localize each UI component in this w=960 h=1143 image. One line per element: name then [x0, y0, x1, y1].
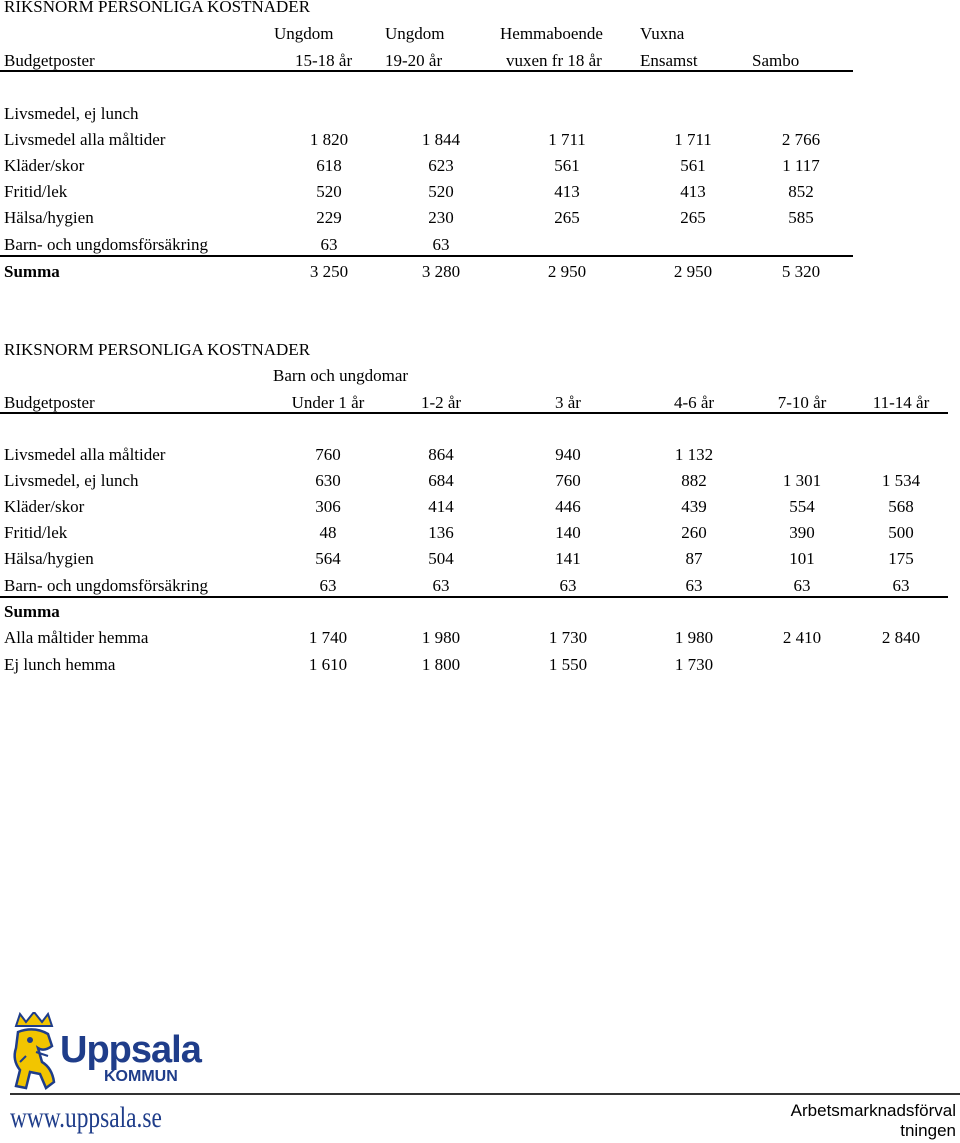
table2-sum-cell: 1 800 — [421, 655, 461, 674]
footer-rule — [10, 1093, 960, 1095]
table1-cell: 1 820 — [309, 130, 349, 149]
table1-row-label: Kläder/skor — [4, 156, 85, 175]
table1-cell: 1 844 — [421, 130, 461, 149]
table2-cell: 87 — [685, 549, 703, 568]
table2-cell: 630 — [315, 471, 341, 490]
table1-cell: 520 — [428, 182, 454, 201]
table1-cell: 585 — [788, 208, 814, 227]
table1-head1-col3: Hemmaboende — [500, 24, 603, 43]
table2-cell: 760 — [555, 471, 581, 490]
table1-cell: 618 — [316, 156, 342, 175]
table2-group-heading: Barn och ungdomar — [273, 366, 409, 385]
table2-head-col2: 1-2 år — [420, 393, 462, 412]
table2-sum-rule — [0, 596, 948, 598]
table2-cell: 882 — [681, 471, 707, 490]
table2-head-col3: 3 år — [555, 393, 581, 412]
table1-sum-rule — [0, 255, 853, 257]
table2-head-col5: 7-10 år — [777, 393, 827, 412]
table1-sum-cell: 3 250 — [309, 262, 349, 281]
table1-cell: 623 — [428, 156, 454, 175]
table2-cell: 63 — [892, 576, 910, 595]
table2-cell: 446 — [555, 497, 581, 516]
table2-cell: 63 — [793, 576, 811, 595]
table2-sum-cell: 1 740 — [308, 628, 348, 647]
table2-cell: 1 534 — [881, 471, 921, 490]
table1-cell: 561 — [680, 156, 706, 175]
table2-cell: 500 — [888, 523, 914, 542]
table1-row-label: Livsmedel alla måltider — [4, 130, 166, 149]
footer-department-line2: tningen — [900, 1121, 956, 1140]
table2-title: RIKSNORM PERSONLIGA KOSTNADER — [4, 340, 311, 359]
table1-cell: 413 — [554, 182, 580, 201]
table1-row-label: Livsmedel, ej lunch — [4, 104, 139, 123]
table2-header-rule — [0, 412, 948, 414]
table2-cell: 140 — [555, 523, 581, 542]
table1-cell: 561 — [554, 156, 580, 175]
table2-cell: 63 — [319, 576, 337, 595]
table2-sum-cell: 2 840 — [881, 628, 921, 647]
table1-cell: 520 — [316, 182, 342, 201]
table1-title: RIKSNORM PERSONLIGA KOSTNADER — [4, 0, 311, 16]
table2-row-label: Barn- och ungdomsförsäkring — [4, 576, 208, 595]
table2-row-label: Kläder/skor — [4, 497, 85, 516]
table2-cell: 564 — [315, 549, 341, 568]
table2-cell: 306 — [315, 497, 341, 516]
table2-head-col4: 4-6 år — [673, 393, 715, 412]
table2-sum-cell: 1 730 — [548, 628, 588, 647]
table2-cell: 136 — [428, 523, 454, 542]
table1-row-label: Hälsa/hygien — [4, 208, 94, 227]
table2-cell: 63 — [559, 576, 577, 595]
logo-subtitle: KOMMUN — [104, 1068, 178, 1085]
table1-header-rule — [0, 70, 853, 72]
table2-cell: 141 — [555, 549, 581, 568]
table2-sum-label: Summa — [4, 602, 60, 621]
table1-sum-cell: 2 950 — [547, 262, 587, 281]
table2-sum-cell: 1 550 — [548, 655, 588, 674]
table1-row-label: Barn- och ungdomsförsäkring — [4, 235, 208, 254]
table2-sum-cell: 1 980 — [674, 628, 714, 647]
table1-head2-col3: vuxen fr 18 år — [506, 51, 602, 70]
table2-cell: 48 — [319, 523, 337, 542]
table2-cell: 260 — [681, 523, 707, 542]
table1-cell: 1 711 — [548, 130, 586, 149]
table2-row-label: Fritid/lek — [4, 523, 68, 542]
table1-head1-col4: Vuxna — [640, 24, 685, 43]
logo-wordmark: Uppsala — [60, 1029, 201, 1071]
table2-sum-cell: 2 410 — [782, 628, 822, 647]
table1-head-budgetposter: Budgetposter — [4, 51, 95, 70]
table1-head2-col4: Ensamst — [640, 51, 698, 70]
table1-row-label: Fritid/lek — [4, 182, 68, 201]
table1-cell: 230 — [428, 208, 454, 227]
table1-cell: 1 117 — [782, 156, 820, 175]
table1-cell: 63 — [320, 235, 338, 254]
table2-cell: 101 — [789, 549, 815, 568]
table2-cell: 940 — [555, 445, 581, 464]
table1-cell: 852 — [788, 182, 814, 201]
table2-cell: 1 301 — [782, 471, 822, 490]
table2-head-col6: 11-14 år — [872, 393, 930, 412]
table2-cell: 864 — [428, 445, 454, 464]
table1-cell: 229 — [316, 208, 342, 227]
table1-cell: 63 — [432, 235, 450, 254]
table2-sum-cell: 1 610 — [308, 655, 348, 674]
footer-department-line1: Arbetsmarknadsförval — [790, 1101, 956, 1120]
table1-cell: 2 766 — [781, 130, 821, 149]
table2-cell: 1 132 — [674, 445, 714, 464]
table1-cell: 265 — [680, 208, 706, 227]
table2-head-col1: Under 1 år — [291, 393, 365, 412]
table2-cell: 554 — [789, 497, 815, 516]
table2-cell: 504 — [428, 549, 454, 568]
table2-cell: 63 — [432, 576, 450, 595]
table2-head-budgetposter: Budgetposter — [4, 393, 95, 412]
table1-sum-cell: 3 280 — [421, 262, 461, 281]
table2-sum-cell: 1 730 — [674, 655, 714, 674]
table2-cell: 439 — [681, 497, 707, 516]
table2-cell: 390 — [789, 523, 815, 542]
table2-sum-cell: 1 980 — [421, 628, 461, 647]
table2-sum-row-label: Alla måltider hemma — [4, 628, 149, 647]
table1-cell: 413 — [680, 182, 706, 201]
table2-sum-row-label: Ej lunch hemma — [4, 655, 116, 674]
table2-cell: 175 — [888, 549, 914, 568]
table2-row-label: Hälsa/hygien — [4, 549, 94, 568]
table2-cell: 684 — [428, 471, 454, 490]
table2-cell: 568 — [888, 497, 914, 516]
table1-head2-col1: 15-18 år — [295, 51, 353, 70]
table1-cell: 265 — [554, 208, 580, 227]
table1-sum-label: Summa — [4, 262, 60, 281]
table2-cell: 63 — [685, 576, 703, 595]
table1-sum-cell: 5 320 — [781, 262, 821, 281]
table1-head1-col1: Ungdom — [274, 24, 334, 43]
table1-head1-col2: Ungdom — [385, 24, 445, 43]
table1-cell: 1 711 — [674, 130, 712, 149]
table2-cell: 760 — [315, 445, 341, 464]
table2-row-label: Livsmedel alla måltider — [4, 445, 166, 464]
table1-head2-col5: Sambo — [752, 51, 800, 70]
table1-sum-cell: 2 950 — [673, 262, 713, 281]
table1-head2-col2: 19-20 år — [385, 51, 443, 70]
lion-crest-icon — [8, 1012, 60, 1090]
table2-cell: 414 — [428, 497, 454, 516]
table2-row-label: Livsmedel, ej lunch — [4, 471, 139, 490]
footer-url[interactable]: www.uppsala.se — [10, 1101, 162, 1134]
